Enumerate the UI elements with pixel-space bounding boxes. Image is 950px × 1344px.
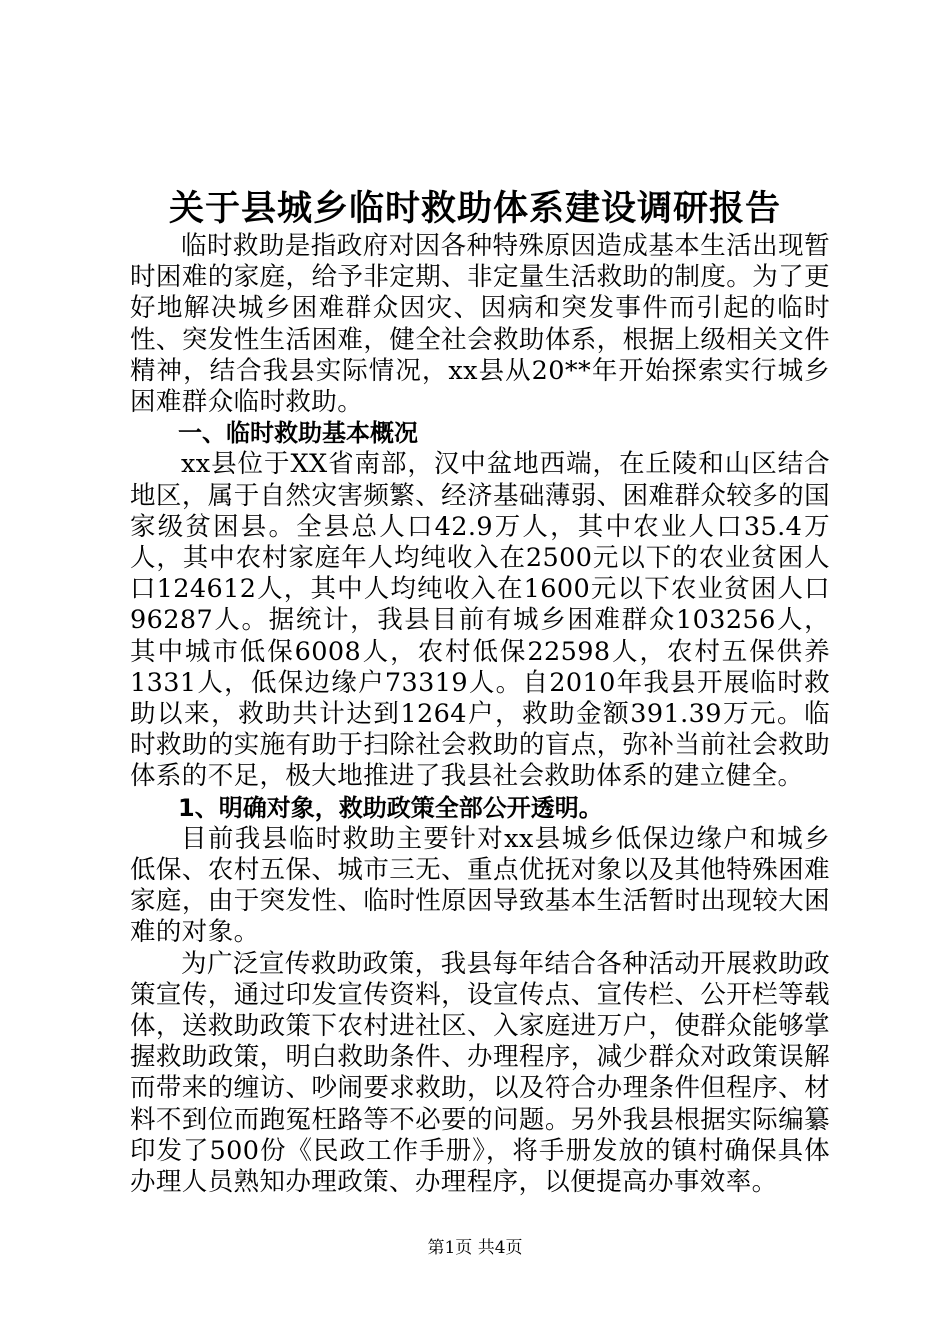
subsection-heading-targets: 1、明确对象，救助政策全部公开透明。 — [178, 793, 603, 822]
publicity-paragraph: 为广泛宣传救助政策，我县每年结合各种活动开展救助政策宣传，通过印发宣传资料，设宣传点、宣传栏、公开栏等载体，送救助政策下农村进社区、入家庭进万户，使群众能够掌握救助政策，明白救助条件、办理程序，减少群众对政策误解而带来的缠访、吵闹要求救助，以及符合办理条件但程序、材料不到位而跑冤枉路等不必要的问题。另外我县根据实际编纂印发了500份《民政工作手册》，将手册发放的镇村确保具体办理人员熟知办理政策、办理程序，以便提高办事效率。 — [130, 948, 830, 1198]
section-heading-overview: 一、临时救助基本概况 — [178, 419, 418, 448]
page-title: 关于县城乡临时救助体系建设调研报告 — [168, 188, 781, 229]
targets-paragraph: 目前我县临时救助主要针对xx县城乡低保边缘户和城乡低保、农村五保、城市三无、重点优抚对象以及其他特殊困难家庭，由于突发性、临时性原因导致基本生活暂时出现较大困难的对象。 — [130, 823, 830, 948]
page-number-footer: 第1页 共4页 — [427, 1238, 523, 1258]
document-body — [130, 231, 830, 1198]
intro-paragraph: 临时救助是指政府对因各种特殊原因造成基本生活出现暂时困难的家庭，给予非定期、非定量生活救助的制度。为了更好地解决城乡困难群众因灾、因病和突发事件而引起的临时性、突发性生活困难，健全社会救助体系，根据上级相关文件精神，结合我县实际情况，xx县从20**年开始探索实行城乡困难群众临时救助。 — [130, 231, 830, 418]
overview-paragraph: xx县位于XX省南部，汉中盆地西端，在丘陵和山区结合地区，属于自然灾害频繁、经济基础薄弱、困难群众较多的国家级贫困县。全县总人口42.9万人，其中农业人口35.4万人，其中农村家庭年人均纯收入在2500元以下的农业贫困人口124612人，其中人均纯收入在1600元以下农业贫困人口96287人。据统计，我县目前有城乡困难群众103256人，其中城市低保6008人，农村低保22598人，农村五保供养1331人，低保边缘户73319人。自2010年我县开展临时救助以来，救助共计达到1264户，救助金额391.39万元。临时救助的实施有助于扫除社会救助的盲点，弥补当前社会救助体系的不足，极大地推进了我县社会救助体系的建立健全。 — [130, 449, 830, 792]
